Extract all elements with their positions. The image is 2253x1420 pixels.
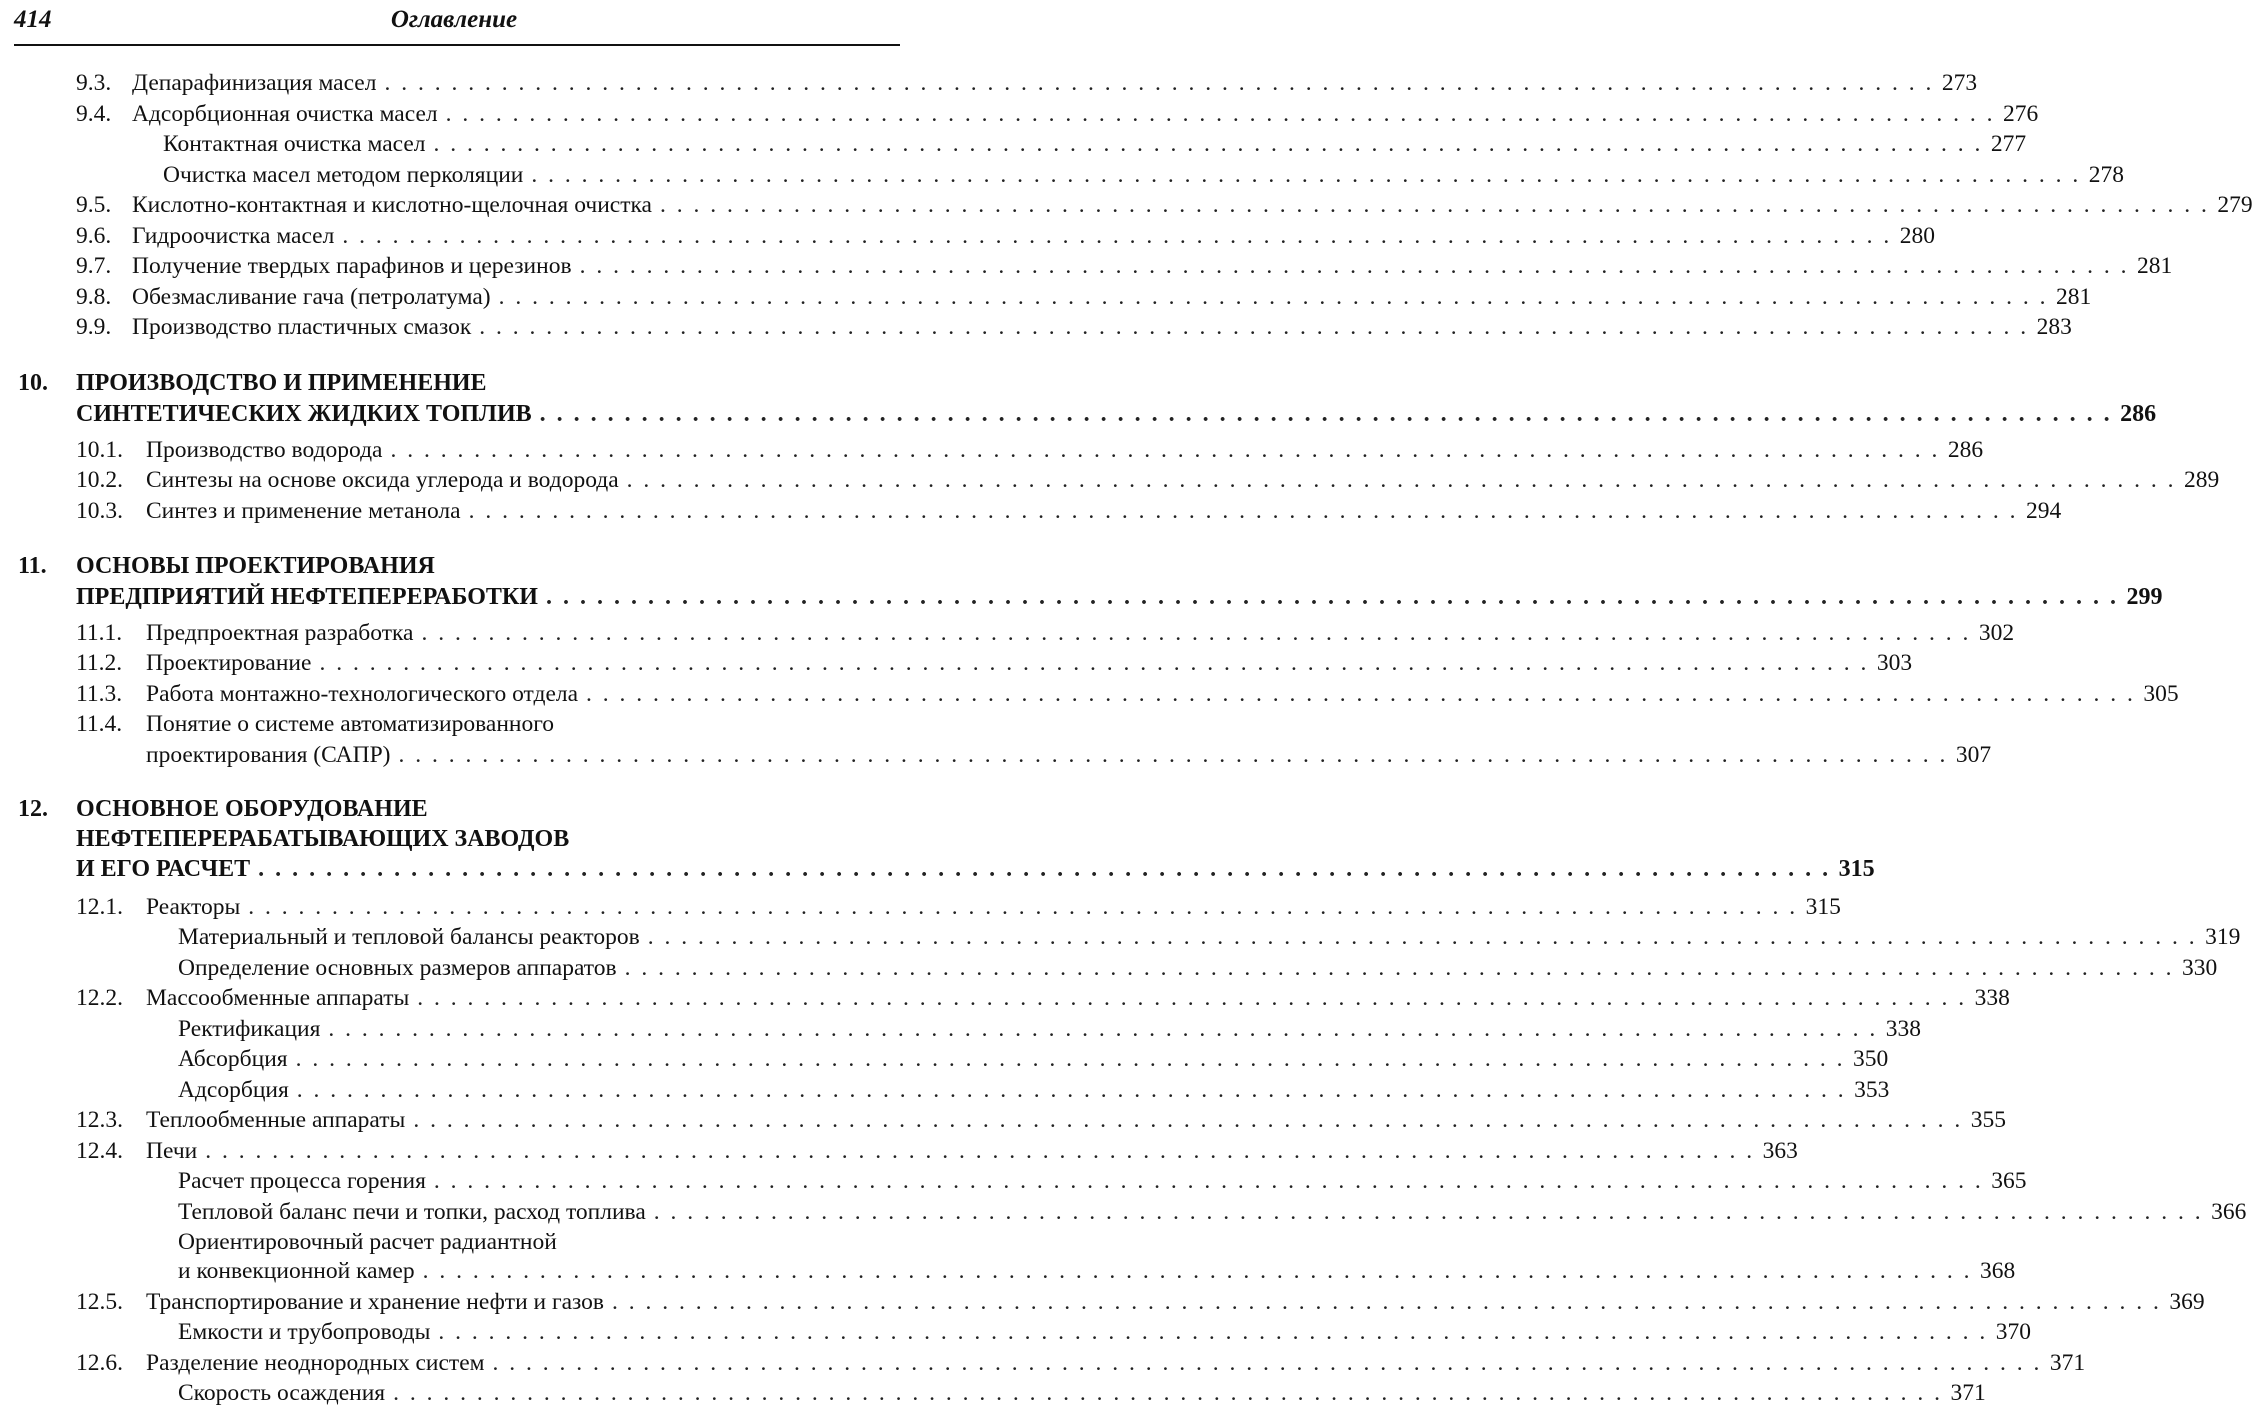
header-rule: [14, 44, 900, 46]
dot-leader: . . . . . . . . . . . . . . . . . . . . . . . . . . . . . . . . . . . . . . . . . . . . . . . . . . . . . . . . . . . . . . . . . . . . . . . . . . . . . . . . . . . . . . . . . . . . .: [205, 1138, 1755, 1164]
dot-leader: . . . . . . . . . . . . . . . . . . . . . . . . . . . . . . . . . . . . . . . . . . . . . . . . . . . . . . . . . . . . . . . . . . . . . . . . . . . . . . . . . . . . . . . . . . . . .: [498, 284, 2048, 310]
entry-page: 281: [2129, 251, 2172, 281]
entry-page: 330: [2174, 953, 2217, 983]
dot-leader: . . . . . . . . . . . . . . . . . . . . . . . . . . . . . . . . . . . . . . . . . . . . . . . . . . . . . . . . . . . . . . . . . . . . . . . . . . . . . . . . . . . . . . . . . . . . .: [433, 131, 1983, 157]
dot-leader: . . . . . . . . . . . . . . . . . . . . . . . . . . . . . . . . . . . . . . . . . . . . . . . . . . . . . . . . . . . . . . . . . . . . . . . . . . . . . . . . . . . . . . . . . . . . .: [398, 742, 1948, 768]
entry-title: Предпроектная разработка: [146, 618, 421, 648]
chapter-title-line-1: ОСНОВЫ ПРОЕКТИРОВАНИЯ: [76, 553, 435, 579]
entry-page: 294: [2018, 496, 2061, 526]
dot-leader: . . . . . . . . . . . . . . . . . . . . . . . . . . . . . . . . . . . . . . . . . . . . . . . . . . . . . . . . . . . . . . . . . . . . . . . . . . . . . . . . . . . . . . . . . . . . .: [295, 1046, 1845, 1072]
toc-entry-11-2[interactable]: [0, 648, 1913, 678]
toc-entry-12-4-radiant-line-2[interactable]: [0, 1256, 2016, 1286]
chapter-title-line-2: СИНТЕТИЧЕСКИХ ЖИДКИХ ТОПЛИВ: [76, 399, 540, 429]
entry-title: Расчет процесса горения: [178, 1166, 434, 1196]
chapter-title-line-2: ПРЕДПРИЯТИЙ НЕФТЕПЕРЕРАБОТКИ: [76, 582, 546, 612]
entry-number: 10.1.: [76, 437, 123, 463]
entry-title: Тепловой баланс печи и топки, расход топлива: [178, 1197, 654, 1227]
entry-title: Массообменные аппараты: [146, 983, 417, 1013]
entry-page: 286: [1940, 435, 1983, 465]
entry-title: Синтезы на основе оксида углерода и водорода: [146, 465, 627, 495]
chapter-title-line-2: НЕФТЕПЕРЕРАБАТЫВАЮЩИХ ЗАВОДОВ: [76, 826, 570, 852]
chapter-10-heading[interactable]: [0, 368, 908, 398]
entry-title: Разделение неоднородных систем: [146, 1348, 493, 1378]
chapter-page: 286: [2112, 399, 2156, 429]
entry-page: 315: [1798, 892, 1841, 922]
toc-entry-12-3[interactable]: [0, 1105, 2006, 1135]
entry-title: Работа монтажно-технологического отдела: [146, 679, 586, 709]
toc-entry-9-7[interactable]: [0, 251, 2173, 281]
dot-leader: . . . . . . . . . . . . . . . . . . . . . . . . . . . . . . . . . . . . . . . . . . . . . . . . . . . . . . . . . . . . . . . . . . . . . . . . . . . . . . . . . . . . . . . . . . . . .: [647, 924, 2198, 950]
dot-leader: . . . . . . . . . . . . . . . . . . . . . . . . . . . . . . . . . . . . . . . . . . . . . . . . . . . . . . . . . . . . . . . . . . . . . . . . . . . . . . . . . . . . . . . . . . . . .: [422, 1258, 1972, 1284]
toc-entry-9-4-percolation[interactable]: [0, 160, 2124, 190]
entry-number: 12.2.: [76, 985, 123, 1011]
toc-entry-9-9[interactable]: [0, 312, 2072, 342]
entry-number: 9.7.: [76, 253, 112, 279]
chapter-11-heading[interactable]: [0, 551, 908, 581]
entry-page: 278: [2081, 160, 2124, 190]
entry-page: 366: [2203, 1197, 2246, 1227]
entry-number: 12.6.: [76, 1350, 123, 1376]
entry-page: 307: [1948, 740, 1991, 770]
toc-entry-12-2-absorption[interactable]: [0, 1044, 1889, 1074]
toc-entry-12-6-settling[interactable]: [0, 1378, 1986, 1408]
entry-page: 305: [2135, 679, 2178, 709]
chapter-12-heading-line-3[interactable]: [0, 854, 1875, 884]
entry-page: 273: [1934, 68, 1977, 98]
entry-number: 10.2.: [76, 467, 123, 493]
dot-leader: . . . . . . . . . . . . . . . . . . . . . . . . . . . . . . . . . . . . . . . . . . . . . . . . . . . . . . . . . . . . . . . . . . . . . . . . . . . . . . . . . . . . . . . . . . . . .: [390, 437, 1940, 463]
toc-entry-12-6[interactable]: [0, 1348, 2086, 1378]
toc-entry-11-4[interactable]: [0, 709, 908, 739]
toc-entry-9-3[interactable]: [0, 68, 1978, 98]
dot-leader: . . . . . . . . . . . . . . . . . . . . . . . . . . . . . . . . . . . . . . . . . . . . . . . . . . . . . . . . . . . . . . . . . . . . . . . . . . . . . . . . . . . . . . . . . . . . .: [624, 955, 2174, 981]
dot-leader: . . . . . . . . . . . . . . . . . . . . . . . . . . . . . . . . . . . . . . . . . . . . . . . . . . . . . . . . . . . . . . . . . . . . . . . . . . . . . . . . . . . . . . . . . . . . .: [479, 314, 2029, 340]
running-header: [0, 0, 908, 46]
entry-title-line-1: Понятие о системе автоматизированного: [146, 711, 555, 737]
entry-number: 12.3.: [76, 1107, 123, 1133]
dot-leader: . . . . . . . . . . . . . . . . . . . . . . . . . . . . . . . . . . . . . . . . . . . . . . . . . . . . . . . . . . . . . . . . . . . . . . . . . . . . . . . . . . . . . . . . . . . . .: [659, 192, 2210, 218]
toc-entry-12-2[interactable]: [0, 983, 2010, 1013]
entry-title: Получение твердых парафинов и церезинов: [132, 251, 580, 281]
dot-leader: . . . . . . . . . . . . . . . . . . . . . . . . . . . . . . . . . . . . . . . . . . . . . . . . . . . . . . . . . . . . . . . . . . . . . . . . . . . . . . . . . . . . . . . . . . . . .: [328, 1016, 1878, 1042]
toc-entry-11-3[interactable]: [0, 679, 2179, 709]
entry-page: 371: [2042, 1348, 2085, 1378]
toc-entry-12-5[interactable]: [0, 1287, 2205, 1317]
entry-number: 11.2.: [76, 650, 123, 676]
entry-title: Производство пластичных смазок: [132, 312, 479, 342]
dot-leader: . . . . . . . . . . . . . . . . . . . . . . . . . . . . . . . . . . . . . . . . . . . . . . . . . . . . . . . . . . . . . . . . . . . . . . . . . . . . . . . . . . . . . . . . . . . . .: [612, 1289, 2162, 1315]
chapter-page: 315: [1831, 854, 1875, 884]
chapter-number: 12.: [18, 796, 48, 822]
entry-title: Реакторы: [146, 892, 248, 922]
entry-title: Гидроочистка масел: [132, 221, 342, 251]
entry-title: Производство водорода: [146, 435, 390, 465]
entry-number: 12.4.: [76, 1138, 123, 1164]
entry-page: 276: [1995, 99, 2038, 129]
entry-title: Теплообменные аппараты: [146, 1105, 413, 1135]
dot-leader: . . . . . . . . . . . . . . . . . . . . . . . . . . . . . . . . . . . . . . . . . . . . . . . . . . . . . . . . . . . . . . . . . . . . . . . . . . . . . . . . . . . . . . . . . . . . .: [653, 1199, 2204, 1225]
toc-entry-12-2-adsorption[interactable]: [0, 1075, 1890, 1105]
dot-leader: . . . . . . . . . . . . . . . . . . . . . . . . . . . . . . . . . . . . . . . . . . . . . . . . . . . . . . . . . . . . . . . . . . . . . . . . . . . . . . . . . . . . . . . . . . . . .: [433, 1168, 1984, 1194]
entry-page: 350: [1845, 1044, 1888, 1074]
dot-leader: . . . . . . . . . . . . . . . . . . . . . . . . . . . . . . . . . . . . . . . . . . . . . . . . . . . . . . . . . . . . . . . . . . . . . . . . . . . . . . . . . . . . . . . . . . . . .: [319, 650, 1869, 676]
chapter-title-line-1: ПРОИЗВОДСТВО И ПРИМЕНЕНИЕ: [76, 370, 487, 396]
toc-entry-12-4[interactable]: [0, 1136, 1798, 1166]
chapter-12-heading-line-2: [0, 824, 908, 854]
entry-number: 9.4.: [76, 101, 112, 127]
entry-page: 363: [1755, 1136, 1798, 1166]
toc-entry-10-3[interactable]: [0, 496, 2062, 526]
dot-leader: . . . . . . . . . . . . . . . . . . . . . . . . . . . . . . . . . . . . . . . . . . . . . . . . . . . . . . . . . . . . . . . . . . . . . . . . . . . . . . . . . . . . . . . . . . . . .: [539, 401, 2113, 427]
entry-page: 283: [2029, 312, 2072, 342]
entry-number: 12.1.: [76, 894, 123, 920]
toc-entry-12-4-combustion[interactable]: [0, 1166, 2027, 1196]
toc-entry-12-4-radiant[interactable]: [0, 1227, 908, 1257]
entry-title: Обезмасливание гача (петролатума): [132, 282, 499, 312]
entry-page: 319: [2197, 922, 2240, 952]
toc-entry-11-4-line-2[interactable]: [0, 740, 1992, 770]
entry-title: Проектирование: [146, 648, 319, 678]
entry-number: 12.5.: [76, 1289, 123, 1315]
toc-entry-11-1[interactable]: [0, 618, 2015, 648]
dot-leader: . . . . . . . . . . . . . . . . . . . . . . . . . . . . . . . . . . . . . . . . . . . . . . . . . . . . . . . . . . . . . . . . . . . . . . . . . . . . . . . . . . . . . . . . . . . . .: [393, 1380, 1943, 1406]
dot-leader: . . . . . . . . . . . . . . . . . . . . . . . . . . . . . . . . . . . . . . . . . . . . . . . . . . . . . . . . . . . . . . . . . . . . . . . . . . . . . . . . . . . . . . . . . . . . .: [468, 498, 2018, 524]
entry-title: Емкости и трубопроводы: [178, 1317, 438, 1347]
entry-title: Абсорбция: [178, 1044, 296, 1074]
entry-number: 9.9.: [76, 314, 112, 340]
entry-title: Очистка масел методом перколяции: [163, 160, 531, 190]
entry-number: 11.4.: [76, 711, 123, 737]
dot-leader: . . . . . . . . . . . . . . . . . . . . . . . . . . . . . . . . . . . . . . . . . . . . . . . . . . . . . . . . . . . . . . . . . . . . . . . . . . . . . . . . . . . . . . . . . . . . .: [342, 223, 1892, 249]
entry-title: Синтез и применение метанола: [146, 496, 469, 526]
entry-page: 281: [2048, 282, 2091, 312]
toc-entry-9-5[interactable]: [0, 190, 2253, 220]
dot-leader: . . . . . . . . . . . . . . . . . . . . . . . . . . . . . . . . . . . . . . . . . . . . . . . . . . . . . . . . . . . . . . . . . . . . . . . . . . . . . . . . . . . . . . . . . . . . .: [579, 253, 2129, 279]
chapter-12-heading[interactable]: [0, 794, 908, 824]
dot-leader: . . . . . . . . . . . . . . . . . . . . . . . . . . . . . . . . . . . . . . . . . . . . . . . . . . . . . . . . . . . . . . . . . . . . . . . . . . . . . . . . . . . . . . . . . . . . .: [384, 70, 1934, 96]
dot-leader: . . . . . . . . . . . . . . . . . . . . . . . . . . . . . . . . . . . . . . . . . . . . . . . . . . . . . . . . . . . . . . . . . . . . . . . . . . . . . . . . . . . . . . . . . . . . .: [492, 1350, 2042, 1376]
chapter-10-heading-line-2[interactable]: [0, 399, 2157, 429]
dot-leader: . . . . . . . . . . . . . . . . . . . . . . . . . . . . . . . . . . . . . . . . . . . . . . . . . . . . . . . . . . . . . . . . . . . . . . . . . . . . . . . . . . . . . . . . . . . . .: [421, 620, 1971, 646]
dot-leader: . . . . . . . . . . . . . . . . . . . . . . . . . . . . . . . . . . . . . . . . . . . . . . . . . . . . . . . . . . . . . . . . . . . . . . . . . . . . . . . . . . . . . . . . . . . . .: [438, 1319, 1988, 1345]
entry-page: 279: [2209, 190, 2252, 220]
toc-entry-12-4-heat-balance[interactable]: [0, 1197, 2247, 1227]
entry-page: 353: [1846, 1075, 1889, 1105]
entry-number: 9.8.: [76, 284, 112, 310]
dot-leader: . . . . . . . . . . . . . . . . . . . . . . . . . . . . . . . . . . . . . . . . . . . . . . . . . . . . . . . . . . . . . . . . . . . . . . . . . . . . . . . . . . . . . . . . . . . . .: [248, 894, 1798, 920]
chapter-number: 10.: [18, 370, 48, 396]
entry-page: 371: [1942, 1378, 1985, 1408]
entry-title: Кислотно-контактная и кислотно-щелочная очистка: [132, 190, 660, 220]
entry-title: Транспортирование и хранение нефти и газов: [146, 1287, 612, 1317]
entry-title: Адсорбционная очистка масел: [132, 99, 446, 129]
entry-page: 289: [2176, 465, 2219, 495]
dot-leader: . . . . . . . . . . . . . . . . . . . . . . . . . . . . . . . . . . . . . . . . . . . . . . . . . . . . . . . . . . . . . . . . . . . . . . . . . . . . . . . . . . . . . . . . . . . . .: [531, 162, 2081, 188]
toc-entry-12-5-tanks[interactable]: [0, 1317, 2031, 1347]
toc-entry-9-4-contact[interactable]: [0, 129, 2027, 159]
entry-number: 11.3.: [76, 681, 123, 707]
toc-entry-10-1[interactable]: [0, 435, 1984, 465]
toc-entry-12-1-balances[interactable]: [0, 922, 2241, 952]
dot-leader: . . . . . . . . . . . . . . . . . . . . . . . . . . . . . . . . . . . . . . . . . . . . . . . . . . . . . . . . . . . . . . . . . . . . . . . . . . . . . . . . . . . . . . . . . . . . .: [545, 584, 2119, 610]
entry-title: Скорость осаждения: [178, 1378, 393, 1408]
toc-entry-9-4[interactable]: [0, 99, 2039, 129]
entry-title: Печи: [146, 1136, 205, 1166]
toc-entry-12-2-rectification[interactable]: [0, 1014, 1922, 1044]
entry-page: 303: [1869, 648, 1912, 678]
entry-number: 10.3.: [76, 498, 123, 524]
header-page-number: 414: [14, 6, 52, 33]
entry-title: Депарафинизация масел: [132, 68, 384, 98]
entry-title: Материальный и тепловой балансы реакторов: [178, 922, 648, 952]
dot-leader: . . . . . . . . . . . . . . . . . . . . . . . . . . . . . . . . . . . . . . . . . . . . . . . . . . . . . . . . . . . . . . . . . . . . . . . . . . . . . . . . . . . . . . . . . . . . .: [296, 1077, 1847, 1103]
entry-number: 9.3.: [76, 70, 112, 96]
entry-title: Контактная очистка масел: [163, 129, 434, 159]
entry-number: 11.1.: [76, 620, 123, 646]
entry-page: 302: [1971, 618, 2014, 648]
entry-number: 9.5.: [76, 192, 112, 218]
toc-entry-9-8[interactable]: [0, 282, 2092, 312]
entry-title: Адсорбция: [178, 1075, 297, 1105]
entry-page: 338: [1967, 983, 2010, 1013]
entry-title: Определение основных размеров аппаратов: [178, 953, 625, 983]
entry-title-line-1: Ориентировочный расчет радиантной: [178, 1229, 557, 1255]
dot-leader: . . . . . . . . . . . . . . . . . . . . . . . . . . . . . . . . . . . . . . . . . . . . . . . . . . . . . . . . . . . . . . . . . . . . . . . . . . . . . . . . . . . . . . . . . . . . .: [586, 681, 2136, 707]
entry-title-line-2: и конвекционной камер: [178, 1256, 423, 1286]
entry-title-line-2: проектирования (САПР): [146, 740, 398, 770]
entry-page: 277: [1983, 129, 2026, 159]
chapter-11-heading-line-2[interactable]: [0, 582, 2163, 612]
dot-leader: . . . . . . . . . . . . . . . . . . . . . . . . . . . . . . . . . . . . . . . . . . . . . . . . . . . . . . . . . . . . . . . . . . . . . . . . . . . . . . . . . . . . . . . . . . . . .: [417, 985, 1967, 1011]
toc-entry-10-2[interactable]: [0, 465, 2220, 495]
chapter-title-line-3: И ЕГО РАСЧЕТ: [76, 854, 258, 884]
dot-leader: . . . . . . . . . . . . . . . . . . . . . . . . . . . . . . . . . . . . . . . . . . . . . . . . . . . . . . . . . . . . . . . . . . . . . . . . . . . . . . . . . . . . . . . . . . . . .: [413, 1107, 1963, 1133]
entry-page: 280: [1892, 221, 1935, 251]
entry-page: 365: [1983, 1166, 2026, 1196]
toc-entry-12-1[interactable]: [0, 892, 1841, 922]
dot-leader: . . . . . . . . . . . . . . . . . . . . . . . . . . . . . . . . . . . . . . . . . . . . . . . . . . . . . . . . . . . . . . . . . . . . . . . . . . . . . . . . . . . . . . . . . . . . .: [445, 101, 1995, 127]
entry-page: 338: [1878, 1014, 1921, 1044]
chapter-title-line-1: ОСНОВНОЕ ОБОРУДОВАНИЕ: [76, 796, 428, 822]
header-title: Оглавление: [390, 6, 518, 33]
dot-leader: . . . . . . . . . . . . . . . . . . . . . . . . . . . . . . . . . . . . . . . . . . . . . . . . . . . . . . . . . . . . . . . . . . . . . . . . . . . . . . . . . . . . . . . . . . . . .: [258, 856, 1831, 882]
entry-page: 368: [1972, 1256, 2015, 1286]
entry-page: 370: [1988, 1317, 2031, 1347]
chapter-number: 11.: [18, 553, 47, 579]
toc-entry-12-1-dimensions[interactable]: [0, 953, 2218, 983]
entry-page: 369: [2161, 1287, 2204, 1317]
chapter-page: 299: [2118, 582, 2162, 612]
toc-entry-9-6[interactable]: [0, 221, 1935, 251]
dot-leader: . . . . . . . . . . . . . . . . . . . . . . . . . . . . . . . . . . . . . . . . . . . . . . . . . . . . . . . . . . . . . . . . . . . . . . . . . . . . . . . . . . . . . . . . . . . . .: [626, 467, 2177, 493]
entry-number: 9.6.: [76, 223, 112, 249]
entry-title: Ректификация: [178, 1014, 328, 1044]
entry-page: 355: [1963, 1105, 2006, 1135]
